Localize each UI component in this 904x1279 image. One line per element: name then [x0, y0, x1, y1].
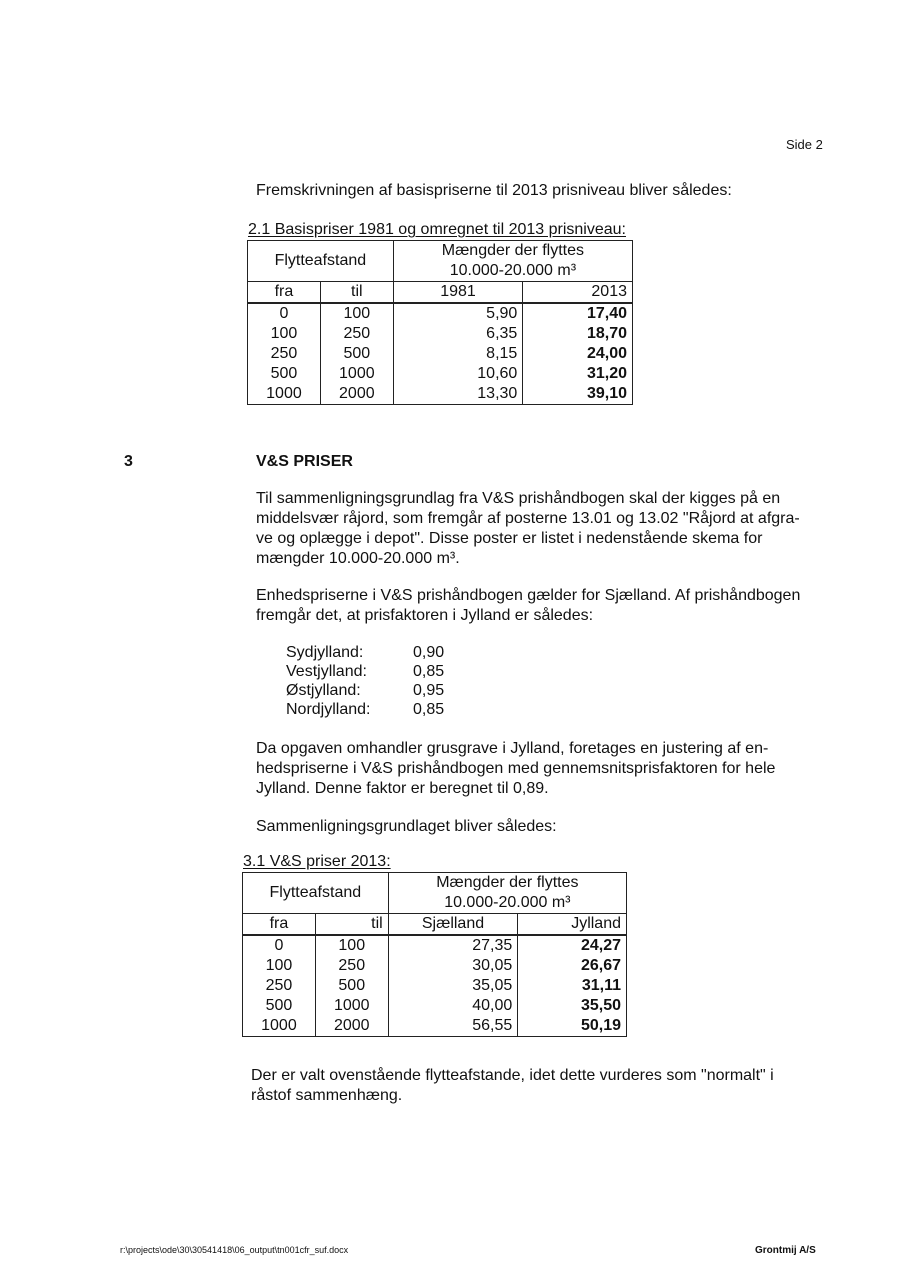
- header-flytteafstand: Flytteafstand: [248, 241, 394, 282]
- cell-jylland: 35,50: [518, 996, 627, 1016]
- list-item: [286, 662, 444, 681]
- text-line: ve og oplægge i depot". Disse poster er listet i nedenstående skema for: [256, 530, 763, 547]
- table-row: [248, 384, 633, 405]
- factor-value: 0,95: [413, 682, 445, 699]
- page-number: Side 2: [786, 137, 823, 152]
- cell-til: 1000: [320, 364, 393, 384]
- header-maengder-line1: Mængder der flyttes: [436, 874, 579, 891]
- table-row: [248, 303, 633, 324]
- cell-sjaelland: 56,55: [388, 1016, 518, 1037]
- cell-sjaelland: 27,35: [388, 935, 518, 956]
- cell-til: 500: [320, 344, 393, 364]
- list-item: [286, 681, 444, 700]
- cell-1981: 10,60: [393, 364, 523, 384]
- text-line: Der er valt ovenstående flytteafstande, idet dette vurderes som "normalt" i: [251, 1067, 774, 1084]
- subheader-2013: 2013: [523, 282, 633, 304]
- factor-region: Vestjylland:: [286, 663, 367, 680]
- cell-sjaelland: 30,05: [388, 956, 518, 976]
- text-line: mængder 10.000-20.000 m³.: [256, 550, 460, 567]
- cell-til: 250: [320, 324, 393, 344]
- subheader-fra: fra: [243, 914, 316, 936]
- subheader-jylland: Jylland: [518, 914, 627, 936]
- section-title: V&S PRISER: [256, 453, 353, 470]
- text-line: Jylland. Denne faktor er beregnet til 0,89.: [256, 780, 549, 797]
- factor-region: Østjylland:: [286, 682, 361, 699]
- paragraph-2: [256, 586, 800, 626]
- table-row: [243, 935, 627, 956]
- cell-1981: 13,30: [393, 384, 523, 405]
- list-item: [286, 643, 444, 662]
- table1-caption: 2.1 Basispriser 1981 og omregnet til 2013 prisniveau:: [248, 221, 626, 238]
- cell-jylland: 50,19: [518, 1016, 627, 1037]
- cell-fra: 1000: [243, 1016, 316, 1037]
- cell-fra: 500: [248, 364, 321, 384]
- table-row: [243, 1016, 627, 1037]
- text-line: Da opgaven omhandler grusgrave i Jylland, foretages en justering af en-: [256, 740, 769, 757]
- table-row: [248, 344, 633, 364]
- paragraph-4: Sammenligningsgrundlaget bliver således:: [256, 818, 557, 835]
- cell-til: 100: [320, 303, 393, 324]
- factor-value: 0,85: [413, 701, 445, 718]
- header-maengder-line2: 10.000-20.000 m³: [449, 262, 577, 279]
- text-line: hedspriserne i V&S prishåndbogen med gennemsnitsprisfaktoren for hele: [256, 760, 776, 777]
- paragraph-3: [256, 739, 775, 799]
- header-maengder-line1: Mængder der flyttes: [441, 242, 585, 259]
- cell-2013: 18,70: [523, 324, 633, 344]
- cell-til: 100: [315, 935, 388, 956]
- text-line: fremgår det, at prisfaktoren i Jylland er således:: [256, 607, 594, 624]
- cell-2013: 24,00: [523, 344, 633, 364]
- table-header-row: [248, 241, 633, 282]
- table-row: [243, 996, 627, 1016]
- cell-1981: 6,35: [393, 324, 523, 344]
- paragraph-5: [251, 1066, 774, 1106]
- text-line: Enhedspriserne i V&S prishåndbogen gælder for Sjælland. Af prishåndbogen: [256, 587, 801, 604]
- footer-file-path: r:\projects\ode\30\30541418\06_output\tn001cfr_suf.docx: [120, 1245, 349, 1255]
- table-header-row: [243, 873, 627, 914]
- subheader-til: til: [320, 282, 393, 304]
- text-line: Til sammenligningsgrundlag fra V&S prishåndbogen skal der kigges på en: [256, 490, 781, 507]
- price-factor-list: [286, 643, 444, 719]
- table-row: [243, 956, 627, 976]
- cell-jylland: 26,67: [518, 956, 627, 976]
- subheader-til: til: [315, 914, 388, 936]
- cell-til: 500: [315, 976, 388, 996]
- text-line: middelsvær råjord, som fremgår af posterne 13.01 og 13.02 "Råjord at afgra-: [256, 510, 800, 527]
- cell-til: 250: [315, 956, 388, 976]
- cell-2013: 17,40: [523, 303, 633, 324]
- table-vs-priser: [242, 872, 627, 1037]
- section-number: 3: [124, 453, 133, 470]
- subheader-1981: 1981: [393, 282, 523, 304]
- subheader-sjaelland: Sjælland: [388, 914, 518, 936]
- cell-jylland: 31,11: [518, 976, 627, 996]
- cell-sjaelland: 35,05: [388, 976, 518, 996]
- footer-company: Grontmij A/S: [755, 1245, 816, 1256]
- cell-jylland: 24,27: [518, 935, 627, 956]
- factor-value: 0,90: [413, 644, 445, 661]
- table-row: [248, 324, 633, 344]
- table-row: [243, 976, 627, 996]
- cell-til: 2000: [320, 384, 393, 405]
- paragraph-1: [256, 489, 800, 569]
- cell-til: 1000: [315, 996, 388, 1016]
- cell-1981: 8,15: [393, 344, 523, 364]
- list-item: [286, 700, 444, 719]
- table-basispriser: [247, 240, 633, 405]
- header-flytteafstand: Flytteafstand: [243, 873, 389, 914]
- cell-fra: 0: [248, 303, 321, 324]
- table-subheader-row: [248, 282, 633, 304]
- header-maengder: [393, 241, 632, 282]
- header-maengder: [388, 873, 626, 914]
- subheader-fra: fra: [248, 282, 321, 304]
- cell-fra: 500: [243, 996, 316, 1016]
- cell-til: 2000: [315, 1016, 388, 1037]
- cell-1981: 5,90: [393, 303, 523, 324]
- table2-caption: 3.1 V&S priser 2013:: [243, 853, 391, 870]
- table-row: [248, 364, 633, 384]
- factor-value: 0,85: [413, 663, 445, 680]
- cell-fra: 250: [243, 976, 316, 996]
- factor-region: Nordjylland:: [286, 701, 371, 718]
- table-subheader-row: [243, 914, 627, 936]
- cell-fra: 0: [243, 935, 316, 956]
- cell-fra: 250: [248, 344, 321, 364]
- cell-fra: 1000: [248, 384, 321, 405]
- intro-text: Fremskrivningen af basispriserne til 2013 prisniveau bliver således:: [256, 182, 732, 199]
- cell-fra: 100: [243, 956, 316, 976]
- cell-sjaelland: 40,00: [388, 996, 518, 1016]
- cell-2013: 31,20: [523, 364, 633, 384]
- header-maengder-line2: 10.000-20.000 m³: [444, 894, 571, 911]
- text-line: råstof sammenhæng.: [251, 1087, 403, 1104]
- factor-region: Sydjylland:: [286, 644, 364, 661]
- cell-2013: 39,10: [523, 384, 633, 405]
- cell-fra: 100: [248, 324, 321, 344]
